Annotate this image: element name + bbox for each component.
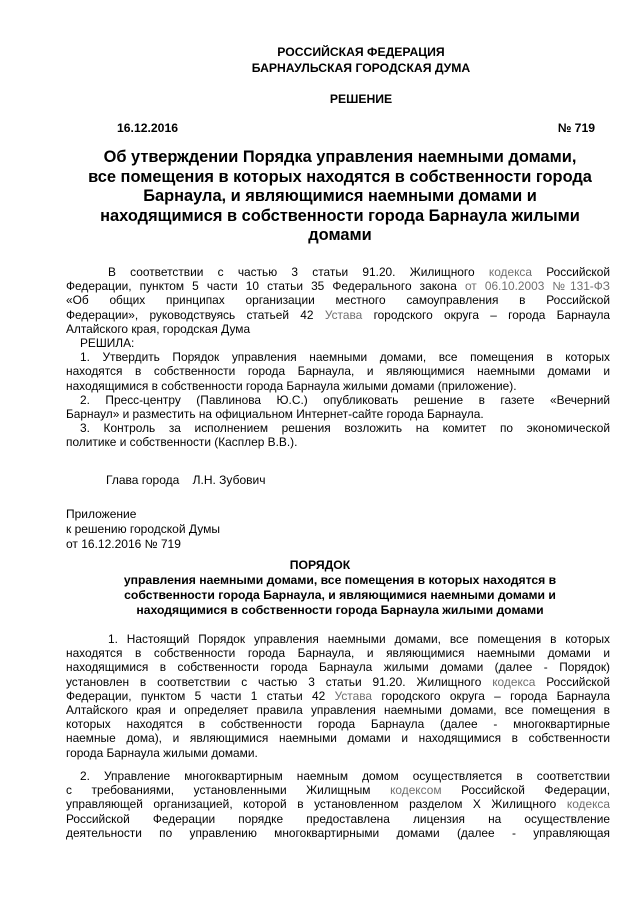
item-2: 2. Пресс-центру (Павлинова Ю.С.) опубликовать решение в газете «Вечерний [80,392,610,407]
signature [106,473,265,487]
decided-label: РЕШИЛА: [80,336,135,351]
signature-name: Л.Н. Зубович [192,473,266,487]
appendix-note: Приложение к решению городской Думы от 16.12.2016 № 719 [66,507,220,551]
preamble: В соответствии с частью 3 статьи 91.20. Жилищного кодекса Российской Федерации, пунктом 5 части 10 статьи 35 Федерального закона от 06.10.2003 №131-ФЗ «Об общих принципах организации местного самоуправления в Российской Федерации», руководствуясь статьей 42 Устава городского округа – города Барнаула Алтайского края, городская Дума РЕШИЛА: 1. Утвердить Порядок управления наемными домами, все помещения в которых находятся в собственности города Барнаула, и являющимися наемными домами и находящимися в собственности города Барнаула жилыми домами (приложение). 2. Пресс-центру (Павлинова Ю.С.) опубликовать решение в газете «Вечерний Барнаул» и разместить на официальном Интернет-сайте города Барнаула. 3. Контроль за исполнением решения возложить на комитет по экономической политике и собственности (Касплер В.В.). [66,265,610,450]
order-title: ПОРЯДОК [289,558,351,572]
decision-title: Об утверждении Порядка управления наемными домами, все помещения в которых находятся в собственности города Барнаула, и являющимися наемными домами и находящимися в собственности города Барнаула жилыми домами [88,148,592,245]
decision-date: 16.12.2016 [117,121,178,135]
document-type: РЕШЕНИЕ [329,92,393,106]
item-3: 3. Контроль за исполнением решения возложить на комитет по экономической [80,421,610,436]
order-paragraph-1: 1. Настоящий Порядок управления наемными домами, все помещения в которых находятся в собственности города Барнаула, и являющимися наемными домами и находящимися в собственности города Барнаула жилыми домами (далее - Порядок) установлен в соответствии с частью 3 статьи 91.20. Жилищного кодекса Российской Федерации, пунктом 5 части 1 статьи 42 Устава городского округа – города Барнаула Алтайского края и определяет правила управления наемными домами, все помещения в которых находятся в собственности города Барнаула (далее - многоквартирные наемные дома), и являющимися наемными домами и находящимися в собственности города Барнаула жилыми домами. [66,632,610,760]
signature-position: Глава города [106,473,180,487]
item-1: 1. Утвердить Порядок управления наемными домами, все помещения в которых [80,350,610,365]
document-header [0,44,640,76]
header-country: РОССИЙСКАЯ ФЕДЕРАЦИЯ [277,45,445,59]
header-authority: БАРНАУЛЬСКАЯ ГОРОДСКАЯ ДУМА [251,61,471,75]
decision-number: № 719 [557,121,595,135]
order-paragraph-2: 2. Управление многоквартирным наемным домом осуществляется в соответствии с требованиями, установленными Жилищным кодексом Российской Федерации, управляющей организацией, которой в установленном разделом X Жилищного кодекса Российской Федерации порядке предоставлена лицензия на осуществление деятельности по управлению многоквартирными домами (далее - управляющая [66,769,610,840]
order-subtitle: управления наемными домами, все помещения в которых находятся в собственности города Барнаула, и являющимися наемными домами и находящимися в собственности города Барнаула жилыми домами [123,573,557,617]
